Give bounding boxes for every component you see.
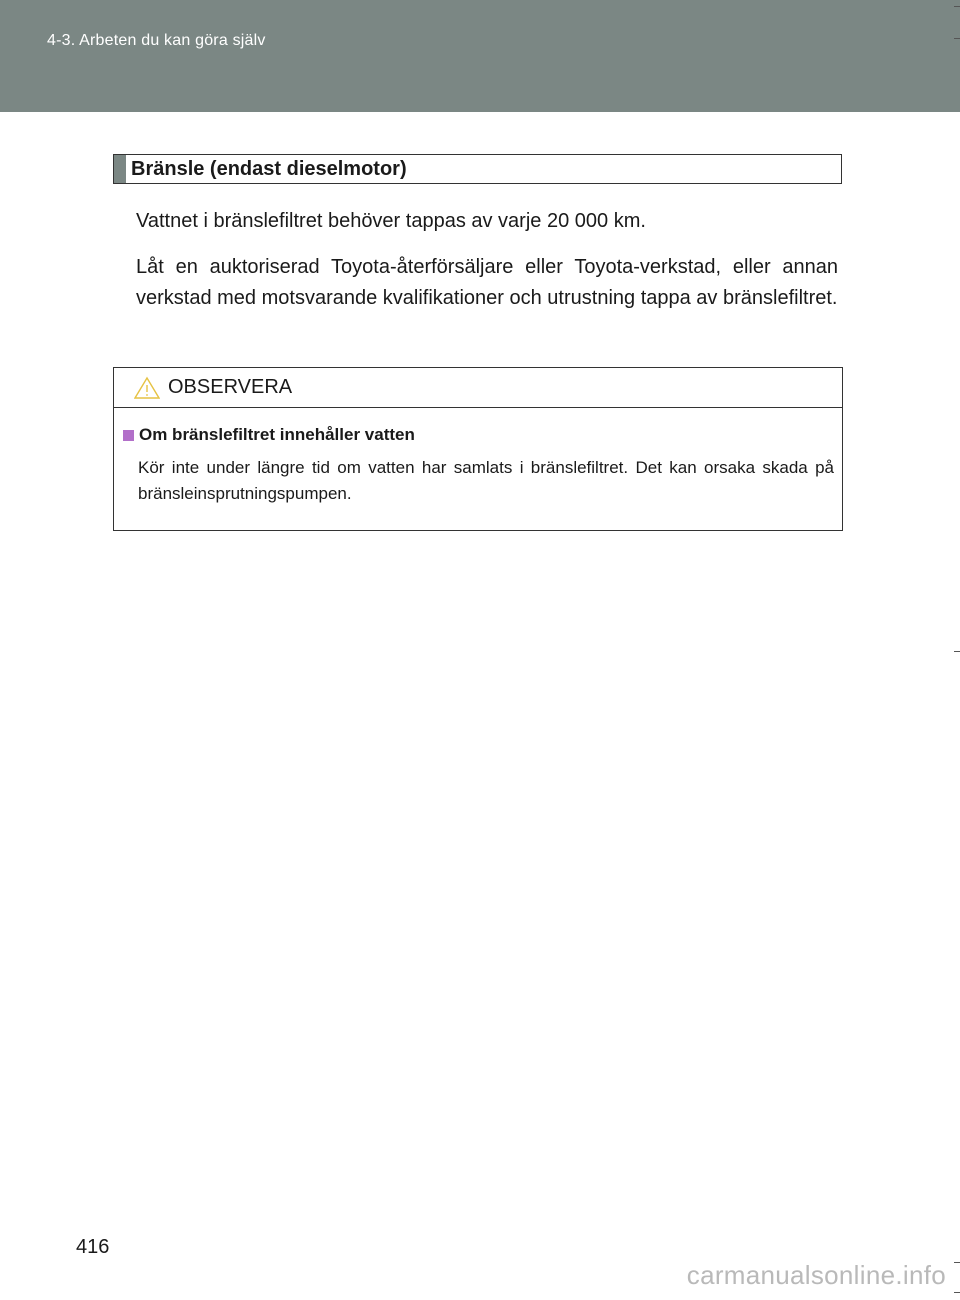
- watermark: carmanualsonline.info: [686, 1260, 946, 1290]
- caution-box: [113, 367, 843, 531]
- crop-mark: [954, 6, 960, 7]
- warning-triangle-icon: [134, 376, 168, 400]
- section-heading-bar: [114, 155, 126, 183]
- body-paragraph: Vattnet i bränslefiltret behöver tappas av varje 20 000 km.: [136, 210, 646, 232]
- caution-body: [114, 408, 842, 507]
- section-heading: [113, 154, 842, 184]
- bullet-square-icon: [123, 430, 134, 441]
- page-number: 416: [76, 1236, 110, 1258]
- caution-header: [114, 368, 842, 408]
- crop-mark: [954, 38, 960, 39]
- caution-label: OBSERVERA: [168, 376, 293, 398]
- crop-mark: [954, 1292, 960, 1293]
- caution-subheading-text: Om bränslefiltret innehåller vatten: [139, 425, 415, 444]
- chapter-header-band: [0, 0, 960, 112]
- section-heading-text: Bränsle (endast dieselmotor): [131, 157, 407, 180]
- crop-mark: [954, 1262, 960, 1263]
- chapter-title: 4-3. Arbeten du kan göra själv: [47, 32, 266, 49]
- caution-text: Kör inte under längre tid om vatten har samlats i bränslefiltret. Det kan orsaka skada på bränsleinsprutningspumpen.: [138, 458, 834, 503]
- caution-subheading: [123, 425, 834, 445]
- crop-mark: [954, 651, 960, 652]
- body-paragraph: Låt en auktoriserad Toyota-återförsäljare eller Toyota-verkstad, eller annan verkstad med motsvarande kvalifikationer och utrustning tappa av bränslefiltret.: [136, 256, 838, 309]
